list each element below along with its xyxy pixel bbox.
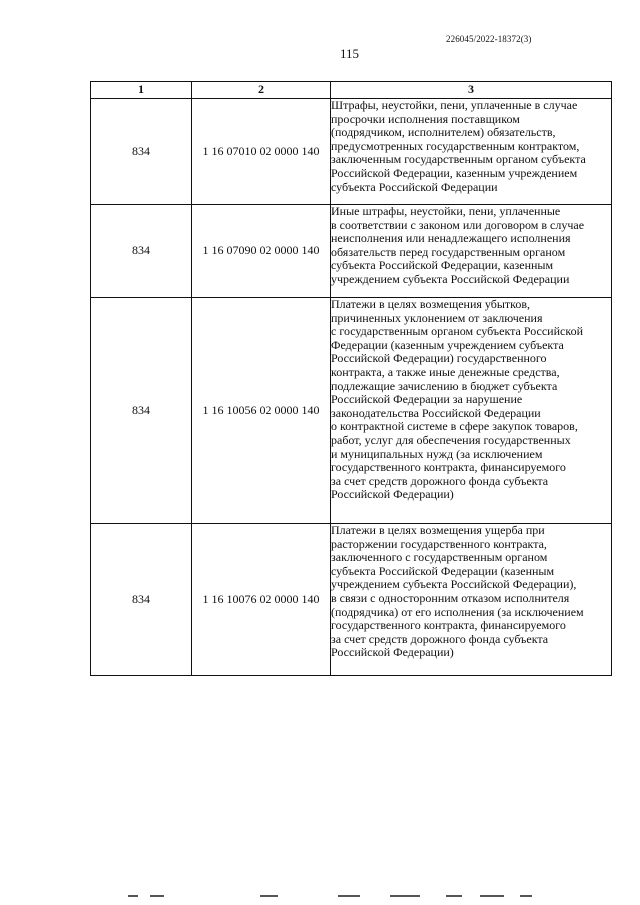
kbk-code-cell: 1 16 10056 02 0000 140 bbox=[192, 298, 331, 524]
description-cell bbox=[331, 298, 612, 524]
description-line: просрочки исполнения поставщиком bbox=[331, 111, 520, 126]
description-line: Российской Федерации) государственного bbox=[331, 351, 547, 366]
description-line: причиненных уклонением от заключения bbox=[331, 310, 543, 325]
description-line: учреждением субъекта Российской Федерации bbox=[331, 271, 570, 286]
description-line: Российской Федерации) bbox=[331, 645, 454, 660]
kbk-code-cell: 1 16 10076 02 0000 140 bbox=[192, 524, 331, 676]
admin-code-cell: 834 bbox=[91, 99, 192, 205]
description-line: учреждением субъекта Российской Федерации), bbox=[331, 577, 577, 592]
column-header-2: 2 bbox=[192, 82, 331, 99]
description-line: заключенного с государственным органом bbox=[331, 550, 548, 565]
description-line: Штрафы, неустойки, пени, уплаченные в случае bbox=[331, 98, 578, 112]
description-line: за счет средств дорожного фонда субъекта bbox=[331, 631, 549, 646]
scan-artifact bbox=[520, 895, 532, 897]
kbk-code-cell: 1 16 07010 02 0000 140 bbox=[192, 99, 331, 205]
admin-code-cell: 834 bbox=[91, 205, 192, 298]
description-line: законодательства Российской Федерации bbox=[331, 405, 541, 420]
budget-codes-table bbox=[90, 81, 612, 676]
description-line: (подрядчика) от его исполнения (за исключением bbox=[331, 604, 584, 619]
scan-artifact bbox=[128, 895, 138, 897]
description-line: Платежи в целях возмещения убытков, bbox=[331, 297, 531, 311]
table-header-row bbox=[91, 82, 612, 99]
description-line: в соответствии с законом или договором в случае bbox=[331, 217, 585, 232]
description-line: субъекта Российской Федерации, казенным bbox=[331, 258, 554, 273]
kbk-code-cell: 1 16 07090 02 0000 140 bbox=[192, 205, 331, 298]
admin-code-cell: 834 bbox=[91, 298, 192, 524]
table-body bbox=[91, 99, 612, 676]
description-line: расторжении государственного контракта, bbox=[331, 536, 547, 551]
description-line: субъекта Российской Федерации (казенным bbox=[331, 563, 555, 578]
description-cell bbox=[331, 205, 612, 298]
description-line: субъекта Российской Федерации bbox=[331, 179, 498, 194]
scan-artifact bbox=[338, 895, 360, 897]
description-line: о контрактной системе в сфере закупок товаров, bbox=[331, 419, 578, 434]
scan-artifact bbox=[260, 895, 278, 897]
description-line: за счет средств дорожного фонда субъекта bbox=[331, 473, 549, 488]
table-row bbox=[91, 298, 612, 524]
description-line: (подрядчиком, исполнителем) обязательств, bbox=[331, 125, 556, 140]
description-line: контракта, а также иные денежные средства, bbox=[331, 364, 560, 379]
description-cell bbox=[331, 99, 612, 205]
description-line: предусмотренных государственным контрактом, bbox=[331, 138, 580, 153]
document-id: 226045/2022-18372(3) bbox=[446, 34, 532, 44]
description-line: с государственным органом субъекта Российской bbox=[331, 324, 583, 339]
table-row bbox=[91, 524, 612, 676]
description-line: заключенным государственным органом субъекта bbox=[331, 152, 586, 167]
description-line: и муниципальных нужд (за исключением bbox=[331, 446, 543, 461]
description-line: Федерации (казенным учреждением субъекта bbox=[331, 337, 564, 352]
description-cell bbox=[331, 524, 612, 676]
description-line: неисполнения или ненадлежащего исполнения bbox=[331, 231, 571, 246]
description-line: государственного контракта, финансируемого bbox=[331, 460, 566, 475]
scan-artifact bbox=[390, 895, 420, 897]
scan-artifact-strip bbox=[128, 893, 548, 899]
description-line: работ, услуг для обеспечения государственных bbox=[331, 432, 571, 447]
column-header-1: 1 bbox=[91, 82, 192, 99]
description-line: Российской Федерации, казенным учреждением bbox=[331, 165, 578, 180]
scan-artifact bbox=[150, 895, 164, 897]
scan-artifact bbox=[446, 895, 462, 897]
page-number: 115 bbox=[340, 46, 360, 61]
description-line: Российской Федерации за нарушение bbox=[331, 392, 523, 407]
column-header-3: 3 bbox=[331, 82, 612, 99]
description-line: Платежи в целях возмещения ущерба при bbox=[331, 523, 545, 537]
description-line: в связи с односторонним отказом исполнителя bbox=[331, 590, 570, 605]
description-line: Иные штрафы, неустойки, пени, уплаченные bbox=[331, 204, 561, 218]
description-line: обязательств перед государственным органом bbox=[331, 244, 566, 259]
scan-artifact bbox=[480, 895, 504, 897]
admin-code-cell: 834 bbox=[91, 524, 192, 676]
description-line: Российской Федерации) bbox=[331, 487, 454, 502]
description-line: подлежащие зачислению в бюджет субъекта bbox=[331, 378, 558, 393]
description-line: государственного контракта, финансируемого bbox=[331, 618, 566, 633]
table-row bbox=[91, 205, 612, 298]
table-row bbox=[91, 99, 612, 205]
